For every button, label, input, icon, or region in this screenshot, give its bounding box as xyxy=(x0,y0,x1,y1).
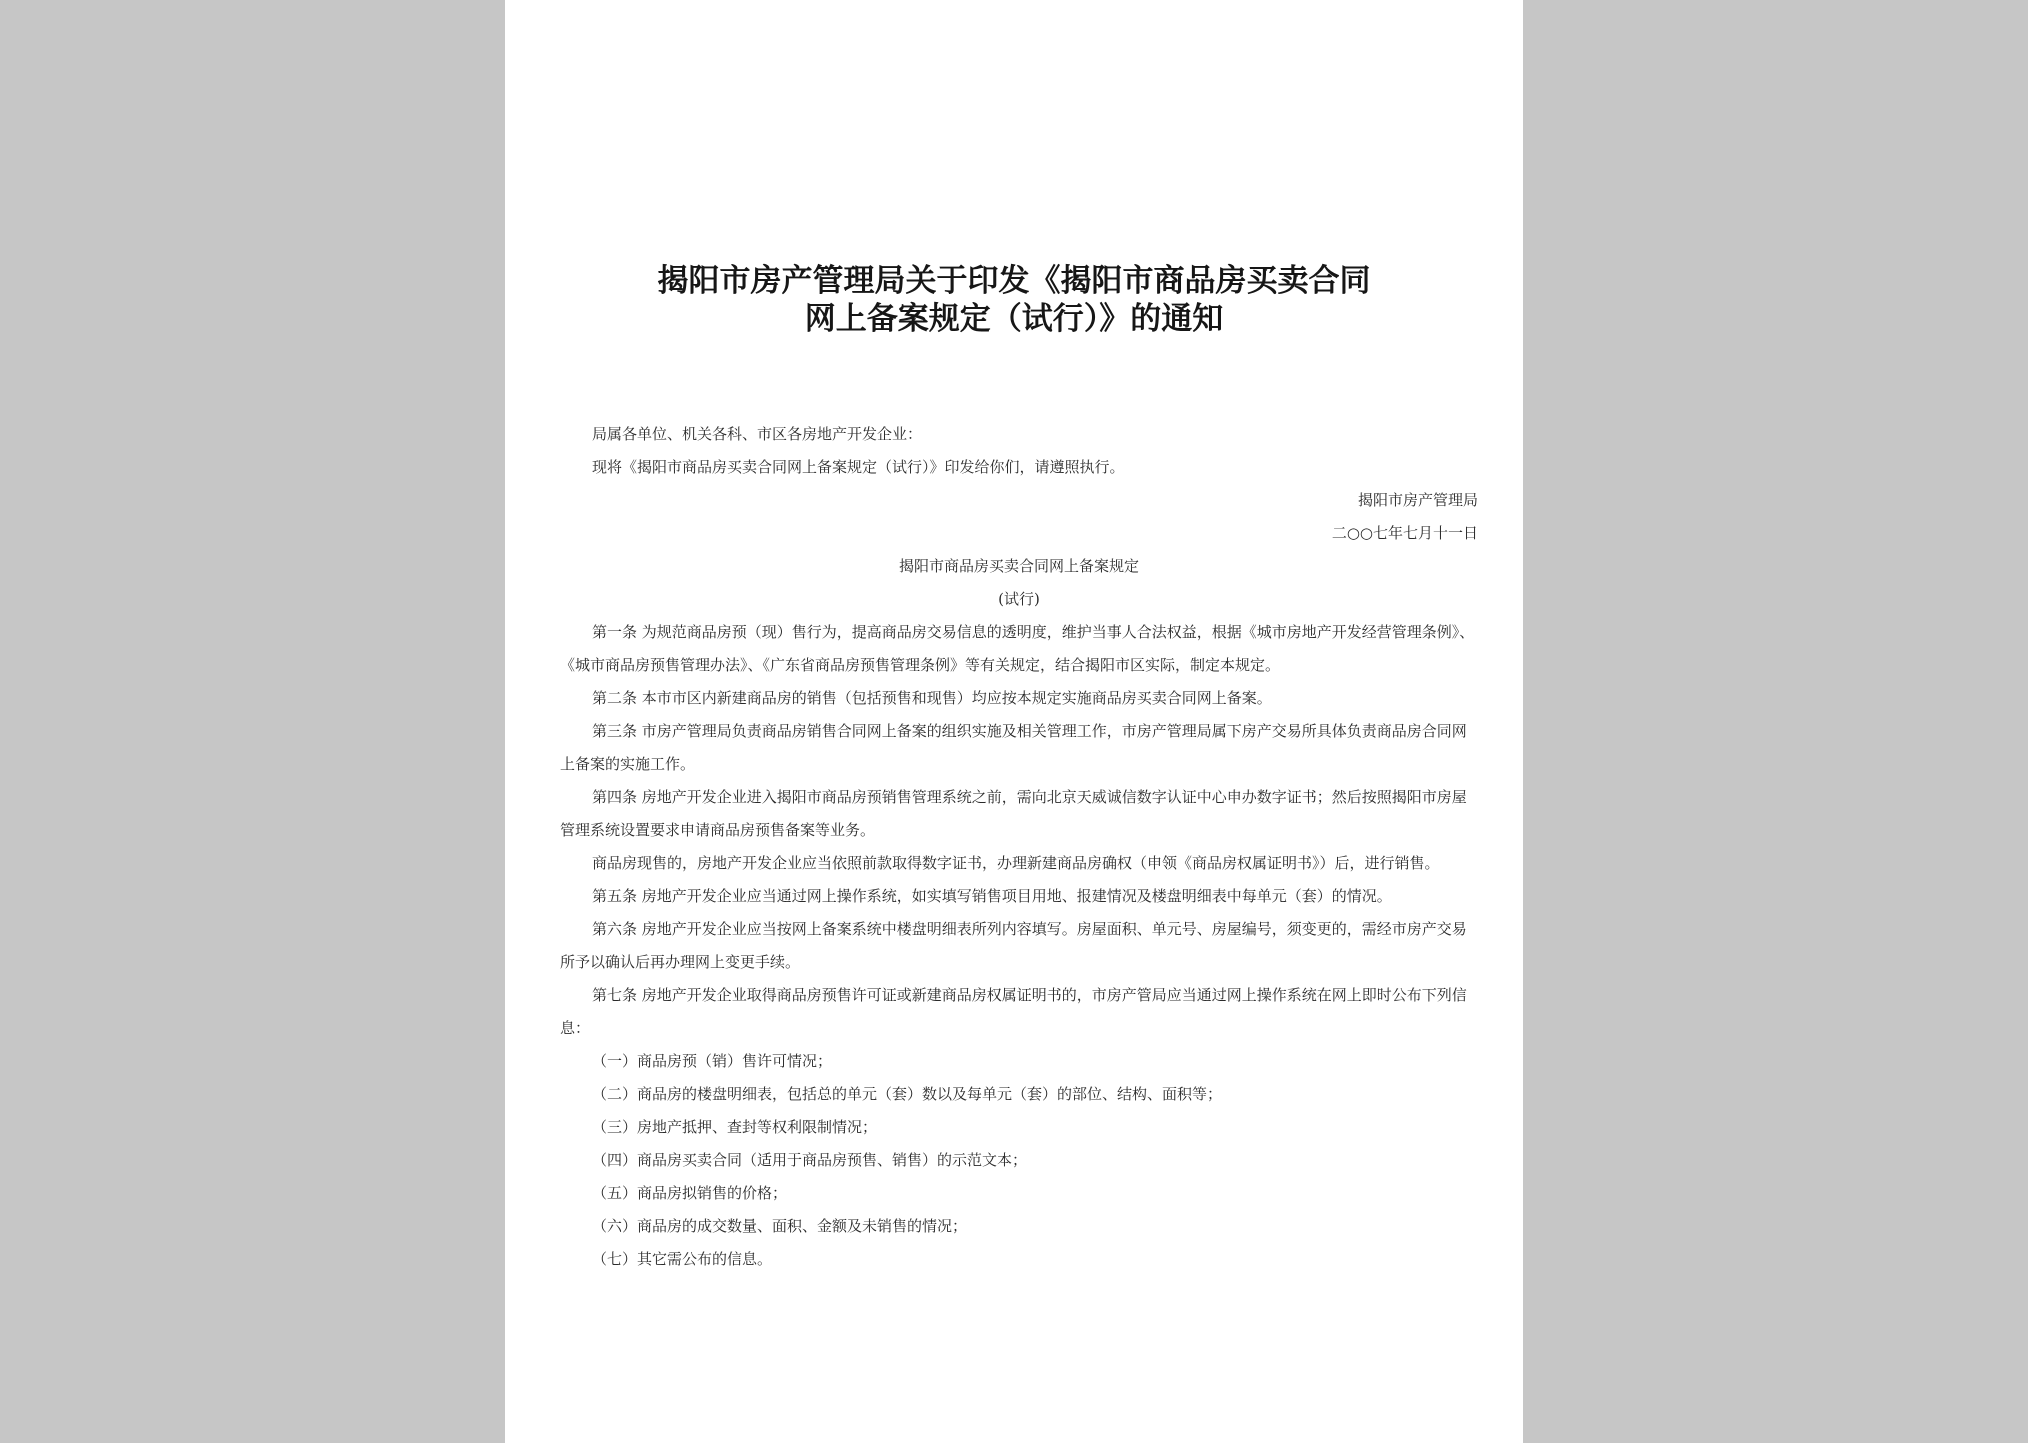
list-item-7: （七）其它需公布的信息。 xyxy=(592,1250,773,1268)
document-title xyxy=(505,262,1523,338)
salutation: 局属各单位、机关各科、市区各房地产开发企业： xyxy=(592,425,923,443)
article-1: 第一条 为规范商品房预（现）售行为，提高商品房交易信息的透明度，维护当事人合法权益，根据《城市房地产开发经营管理条例》、《城市商品房预售管理办法》、《广东省商品房预售管理条例》等有关规定，结合揭阳市区实际，制定本规定。 xyxy=(560,623,1475,674)
article-6: 第六条 房地产开发企业应当按网上备案系统中楼盘明细表所列内容填写。房屋面积、单元号、房屋编号，须变更的，需经市房产交易所予以确认后再办理网上变更手续。 xyxy=(560,920,1467,971)
list-item-5: （五）商品房拟销售的价格； xyxy=(592,1184,788,1202)
document-page xyxy=(505,0,1523,1443)
list-item-6: （六）商品房的成交数量、面积、金额及未销售的情况； xyxy=(592,1217,968,1235)
list-item-3: （三）房地产抵押、查封等权利限制情况； xyxy=(592,1118,878,1136)
article-2: 第二条 本市市区内新建商品房的销售（包括预售和现售）均应按本规定实施商品房买卖合同网上备案。 xyxy=(592,689,1272,707)
article-7: 第七条 房地产开发企业取得商品房预售许可证或新建商品房权属证明书的，市房产管局应当通过网上操作系统在网上即时公布下列信息： xyxy=(560,986,1467,1037)
document-body xyxy=(560,418,1478,1276)
article-3: 第三条 市房产管理局负责商品房销售合同网上备案的组织实施及相关管理工作，市房产管理局属下房产交易所具体负责商品房合同网上备案的实施工作。 xyxy=(560,722,1467,773)
list-item-2: （二）商品房的楼盘明细表，包括总的单元（套）数以及每单元（套）的部位、结构、面积等； xyxy=(592,1085,1223,1103)
regulation-title: 揭阳市商品房买卖合同网上备案规定 xyxy=(898,557,1139,575)
list-item-4: （四）商品房买卖合同（适用于商品房预售、销售）的示范文本； xyxy=(592,1151,1028,1169)
article-4: 第四条 房地产开发企业进入揭阳市商品房预销售管理系统之前，需向北京天威诚信数字认证中心申办数字证书；然后按照揭阳市房屋管理系统设置要求申请商品房预售备案等业务。 xyxy=(560,788,1467,839)
title-line-1: 揭阳市房产管理局关于印发《揭阳市商品房买卖合同 xyxy=(657,263,1371,299)
issue-date: 二○○七年七月十一日 xyxy=(1331,524,1478,542)
intro-paragraph: 现将《揭阳市商品房买卖合同网上备案规定（试行）》印发给你们，请遵照执行。 xyxy=(592,458,1125,476)
issuer: 揭阳市房产管理局 xyxy=(1357,491,1478,509)
article-4-paragraph-2: 商品房现售的，房地产开发企业应当依照前款取得数字证书，办理新建商品房确权（申领《商品房权属证明书》）后，进行销售。 xyxy=(592,854,1440,872)
regulation-subtitle: (试行) xyxy=(998,590,1040,608)
title-line-2: 网上备案规定（试行）》的通知 xyxy=(804,301,1224,337)
article-5: 第五条 房地产开发企业应当通过网上操作系统，如实填写销售项目用地、报建情况及楼盘明细表中每单元（套）的情况。 xyxy=(592,887,1392,905)
list-item-1: （一）商品房预（销）售许可情况； xyxy=(592,1052,833,1070)
